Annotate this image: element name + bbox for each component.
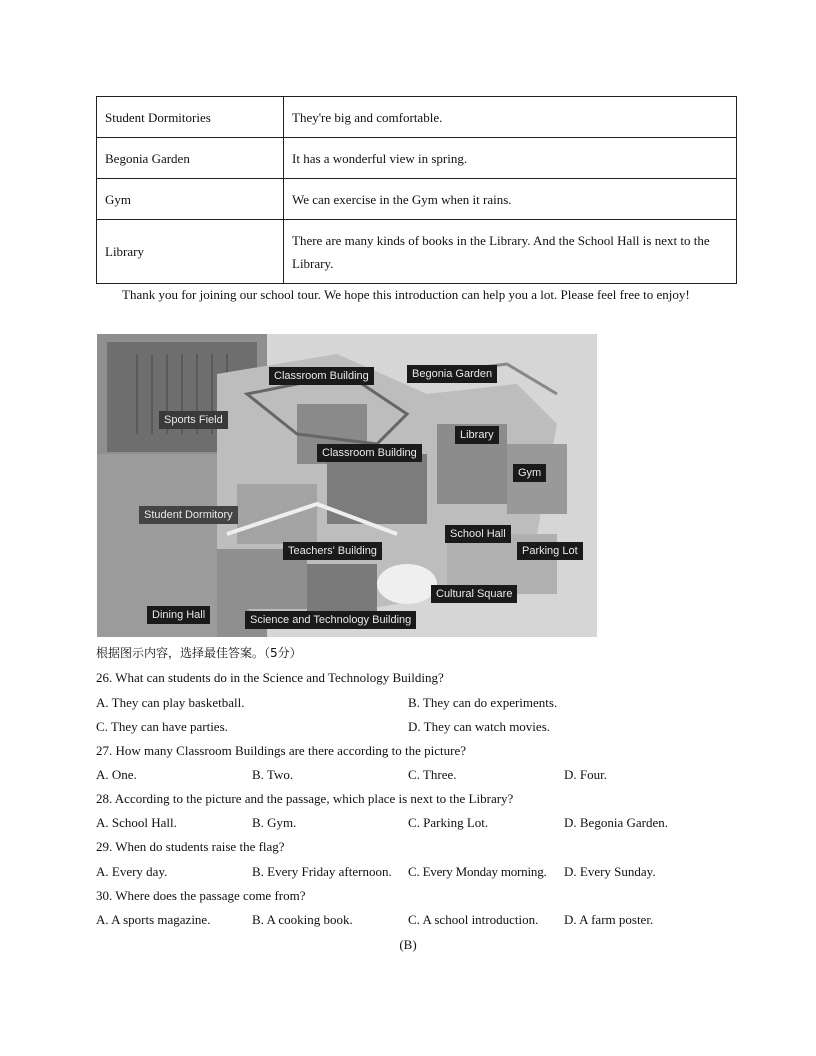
- answer-option: C. Every Monday morning.: [408, 864, 547, 879]
- place-description: There are many kinds of books in the Library. And the School Hall is next to the Library.: [284, 220, 737, 284]
- place-name: Gym: [97, 179, 284, 220]
- question-stem: 26. What can students do in the Science and Technology Building?: [96, 670, 444, 685]
- answer-option: B. Every Friday afternoon.: [252, 864, 392, 879]
- map-label-teachers-building: Teachers' Building: [283, 542, 382, 560]
- answer-option: C. A school introduction.: [408, 912, 539, 927]
- map-label-classroom-building-top: Classroom Building: [269, 367, 374, 385]
- answer-option: B. They can do experiments.: [408, 695, 558, 710]
- answer-option: A. A sports magazine.: [96, 912, 211, 927]
- question-stem: 30. Where does the passage come from?: [96, 888, 306, 903]
- answer-option: D. Begonia Garden.: [564, 815, 668, 830]
- map-label-cultural-square: Cultural Square: [431, 585, 517, 603]
- question-stem: 27. How many Classroom Buildings are there according to the picture?: [96, 743, 467, 758]
- question-stem: 29. When do students raise the flag?: [96, 839, 285, 854]
- section-marker: (B): [399, 937, 417, 952]
- table-row: [97, 97, 737, 138]
- map-label-library: Library: [455, 426, 499, 444]
- places-table: [96, 96, 737, 284]
- question-stem: 28. According to the picture and the passage, which place is next to the Library?: [96, 791, 514, 806]
- map-label-parking-lot: Parking Lot: [517, 542, 583, 560]
- closing-paragraph: Thank you for joining our school tour. We hope this introduction can help you a lot. Please feel free to enjoy!: [122, 287, 690, 302]
- answer-option: D. They can watch movies.: [408, 719, 550, 734]
- answer-option: A. School Hall.: [96, 815, 177, 830]
- map-label-student-dormitory: Student Dormitory: [139, 506, 238, 524]
- campus-map: [97, 334, 597, 637]
- map-label-school-hall: School Hall: [445, 525, 511, 543]
- answer-option: C. They can have parties.: [96, 719, 228, 734]
- answer-option: B. Two.: [252, 767, 294, 782]
- map-label-classroom-building-center: Classroom Building: [317, 444, 422, 462]
- answer-option: C. Three.: [408, 767, 457, 782]
- place-name: Student Dormitories: [97, 97, 284, 138]
- answer-option: B. Gym.: [252, 815, 297, 830]
- instruction: 根据图示内容，选择最佳答案。（5分）: [96, 646, 302, 660]
- table-row: [97, 220, 737, 284]
- answer-option: C. Parking Lot.: [408, 815, 489, 830]
- map-label-begonia-garden: Begonia Garden: [407, 365, 497, 383]
- answer-option: D. Every Sunday.: [564, 864, 656, 879]
- map-label-gym: Gym: [513, 464, 546, 482]
- table-row: [97, 179, 737, 220]
- place-name: Begonia Garden: [97, 138, 284, 179]
- map-label-sports-field: Sports Field: [159, 411, 228, 429]
- place-description: It has a wonderful view in spring.: [284, 138, 737, 179]
- map-label-dining-hall: Dining Hall: [147, 606, 210, 624]
- place-description: They're big and comfortable.: [284, 97, 737, 138]
- place-name: Library: [97, 220, 284, 284]
- table-row: [97, 138, 737, 179]
- answer-option: D. A farm poster.: [564, 912, 654, 927]
- answer-option: B. A cooking book.: [252, 912, 353, 927]
- map-label-science-building: Science and Technology Building: [245, 611, 416, 629]
- answer-option: A. Every day.: [96, 864, 168, 879]
- answer-option: D. Four.: [564, 767, 607, 782]
- answer-option: A. One.: [96, 767, 137, 782]
- answer-option: A. They can play basketball.: [96, 695, 245, 710]
- place-description: We can exercise in the Gym when it rains.: [284, 179, 737, 220]
